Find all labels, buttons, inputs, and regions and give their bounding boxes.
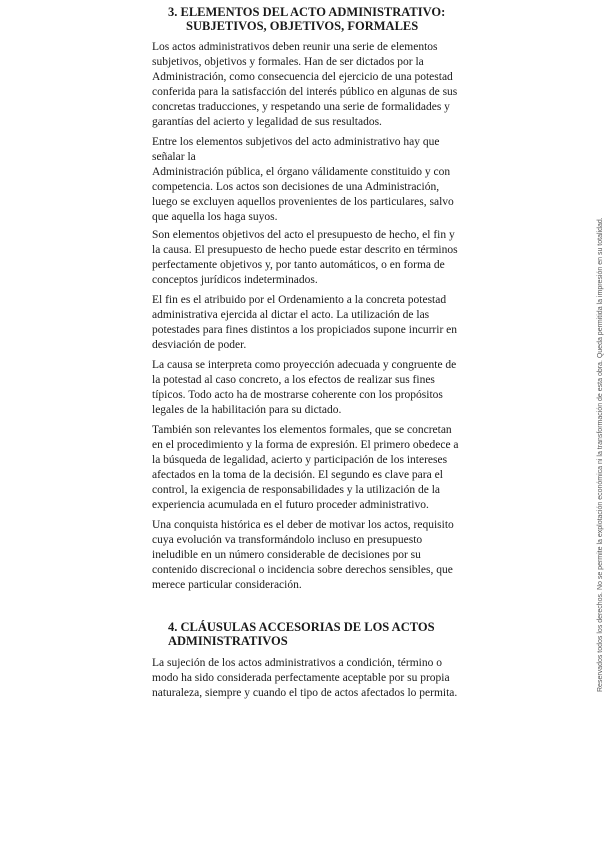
paragraph-7: Una conquista histórica es el deber de motivar los actos, requisito cuya evolución va transformándolo incluso en presupuesto ineludible en un número considerable de decisiones por su contenido discrecional o incidencia sobre derechos sensibles, que merece particular consideración. [152, 519, 454, 592]
copyright-side-notice [590, 217, 604, 692]
paragraph-6: También son relevantes los elementos formales, que se concretan en el procedimiento y la forma de expresión. El primero obedece a la búsqueda de legalidad, acierto y participación de los intereses afectados en la toma de la decisión. El segundo es clave para el control, la exigencia de responsabilidades y la utilización de la experiencia acumulada en el futuro proceder administrativo. [152, 424, 459, 512]
paragraph-2: Entre los elementos subjetivos del acto administrativo hay que señalar la Administración pública, el órgano válidamente constituido y con competencia. Los actos son decisiones de una Administración, luego se excluyen aquellos provenientes de los particulares, salvo que aquella los haga suyos. [152, 136, 454, 224]
paragraph-1: Los actos administrativos deben reunir una serie de elementos subjetivos, objetivos y formales. Han de ser dictados por la Administración, como consecuencia del ejercicio de una potestad conferida para la satisfacción del interés público en algunas de sus concretas traducciones, y respetando una serie de formalidades y garantías del acierto y legalidad de sus resultados. [152, 41, 458, 129]
paragraph-8: La sujeción de los actos administrativos a condición, término o modo ha sido considerada perfectamente aceptable por su propia naturaleza, siempre y cuando el tipo de actos afectados lo permita. [152, 657, 458, 700]
section-3-title-line2: SUBJETIVOS, OBJETIVOS, FORMALES [186, 19, 419, 33]
paragraph-4: El fin es el atribuido por el Ordenamiento a la concreta potestad administrativa ejercida al dictar el acto. La utilización de las potestades para fines distintos a los propiciados supone incurrir en desviación de poder. [152, 294, 457, 352]
copyright-side-text: Reservados todos los derechos. No se permite la explotación económica ni la transformación de esta obra. Queda permitida la impresión en su totalidad. [597, 217, 604, 692]
section-4-title-line2: ADMINISTRATIVOS [168, 634, 288, 648]
section-4-heading [168, 620, 468, 648]
section-3-heading [168, 5, 468, 33]
section-3-title-line1: 3. ELEMENTOS DEL ACTO ADMINISTRATIVO: [168, 5, 446, 19]
section-4-title-line1: 4. CLÁUSULAS ACCESORIAS DE LOS ACTOS [168, 620, 435, 634]
paragraph-3: Son elementos objetivos del acto el presupuesto de hecho, el fin y la causa. El presupuesto de hecho puede estar descrito en términos perfectamente objetivos y, por tanto automáticos, o en forma de conceptos jurídicos indeterminados. [152, 229, 458, 287]
paragraph-5: La causa se interpreta como proyección adecuada y congruente de la potestad al caso concreto, a los efectos de realizar sus fines típicos. Todo acto ha de mostrarse coherente con los propósitos legales de la habilitación para su dictado. [152, 359, 457, 417]
